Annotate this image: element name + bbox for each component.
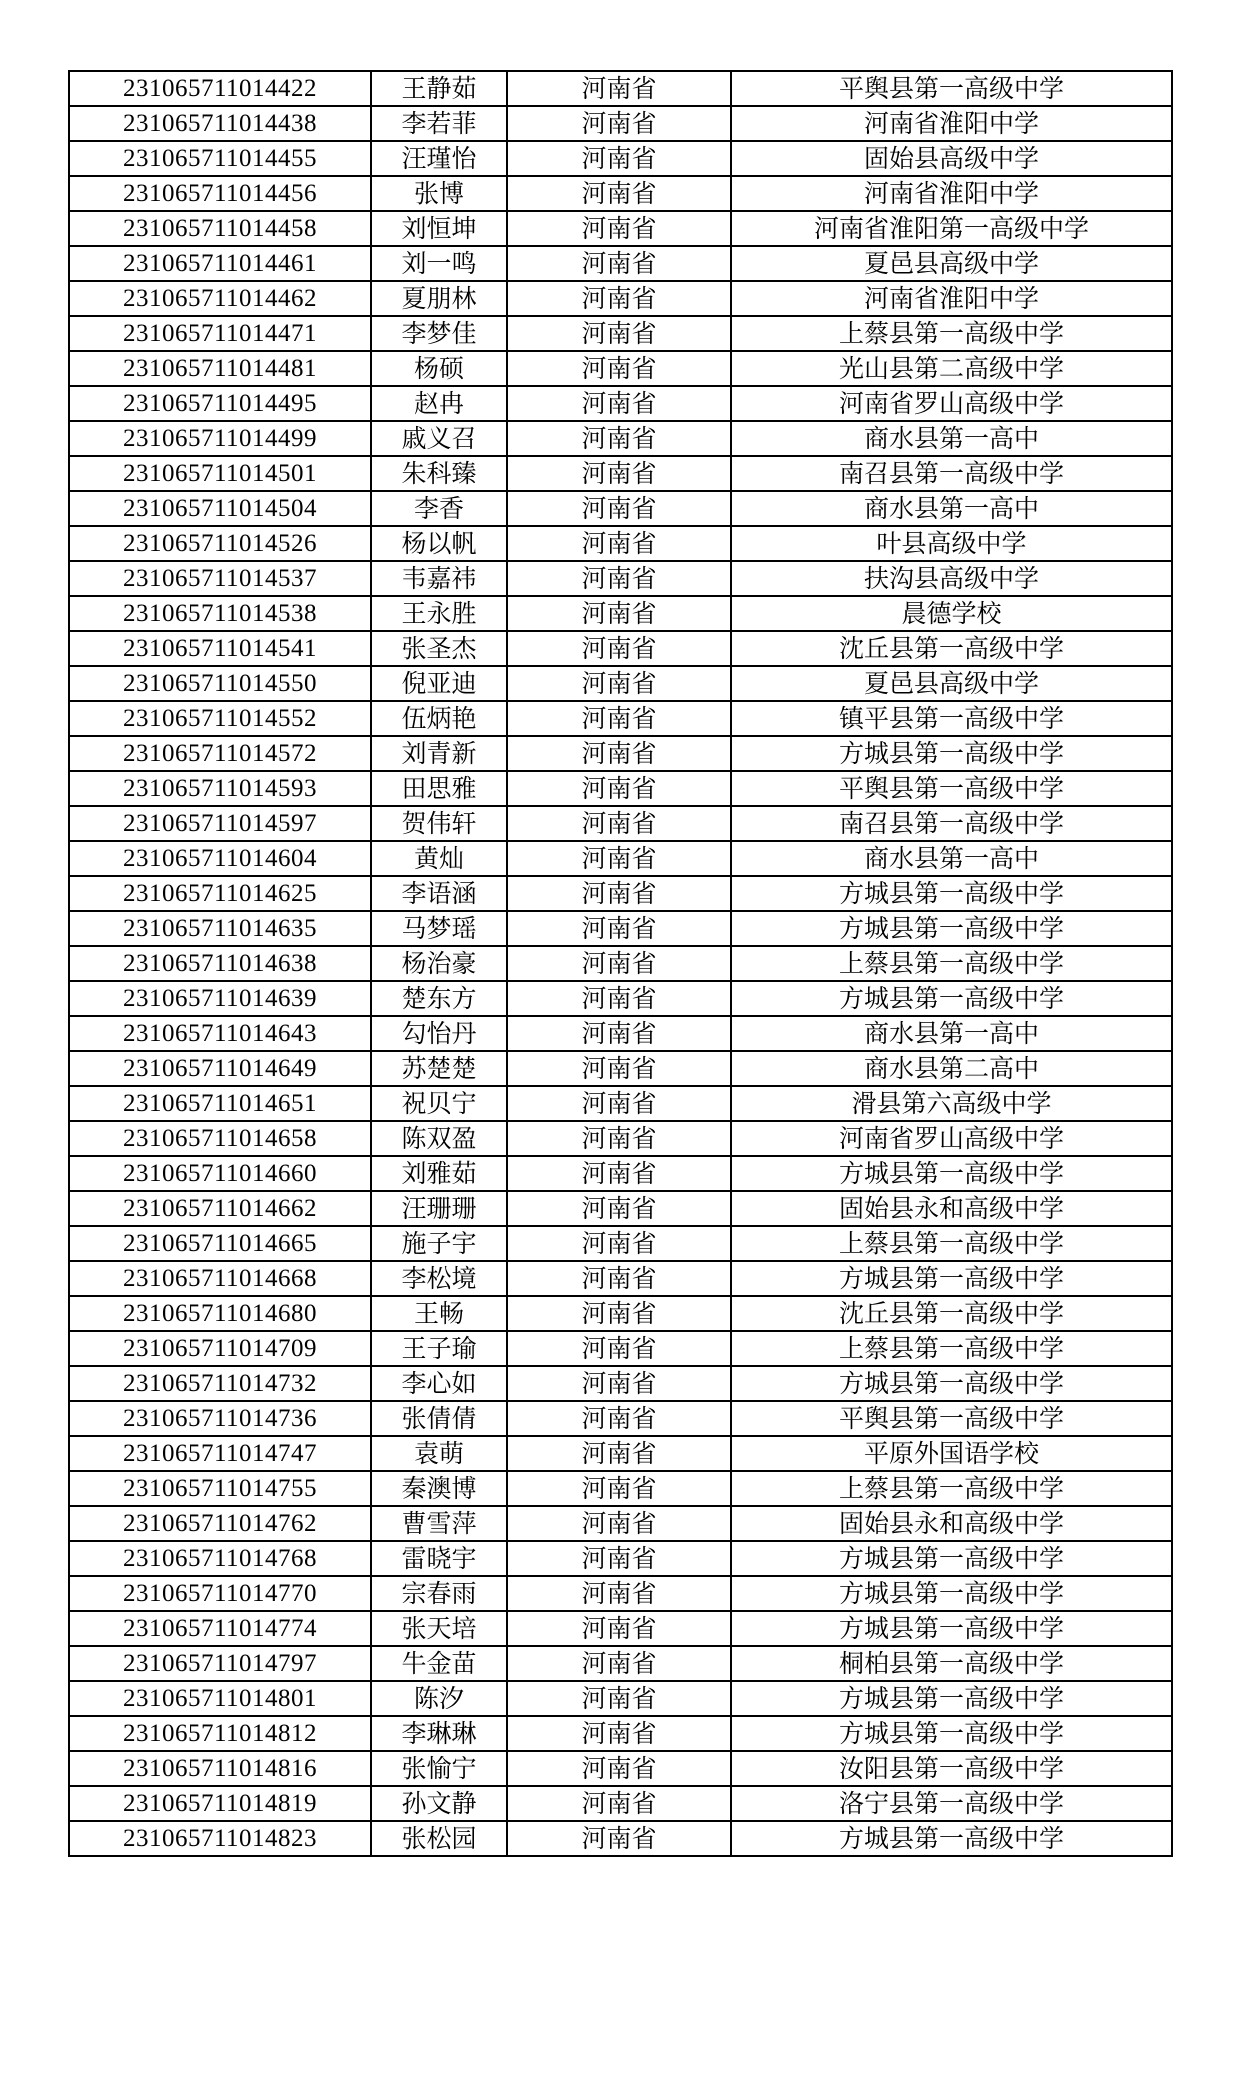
school-cell: 上蔡县第一高级中学	[731, 1331, 1172, 1366]
school-cell: 方城县第一高级中学	[731, 1261, 1172, 1296]
table-row	[69, 841, 1172, 876]
school-cell: 南召县第一高级中学	[731, 806, 1172, 841]
student-name-cell: 宗春雨	[371, 1576, 507, 1611]
table-row	[69, 1751, 1172, 1786]
province-cell: 河南省	[507, 351, 731, 386]
school-cell: 河南省罗山高级中学	[731, 386, 1172, 421]
school-cell: 商水县第一高中	[731, 491, 1172, 526]
school-cell: 光山县第二高级中学	[731, 351, 1172, 386]
school-cell: 商水县第二高中	[731, 1051, 1172, 1086]
table-row	[69, 1646, 1172, 1681]
table-row	[69, 596, 1172, 631]
table-row	[69, 141, 1172, 176]
candidate-id-cell: 231065711014625	[69, 876, 371, 911]
document-page	[68, 70, 1171, 1857]
province-cell: 河南省	[507, 1506, 731, 1541]
student-name-cell: 勾怡丹	[371, 1016, 507, 1051]
candidate-id-cell: 231065711014597	[69, 806, 371, 841]
province-cell: 河南省	[507, 1331, 731, 1366]
candidate-id-cell: 231065711014658	[69, 1121, 371, 1156]
table-row	[69, 981, 1172, 1016]
school-cell: 滑县第六高级中学	[731, 1086, 1172, 1121]
school-cell: 上蔡县第一高级中学	[731, 1471, 1172, 1506]
school-cell: 方城县第一高级中学	[731, 911, 1172, 946]
candidate-id-cell: 231065711014541	[69, 631, 371, 666]
school-cell: 固始县永和高级中学	[731, 1506, 1172, 1541]
table-row	[69, 1611, 1172, 1646]
province-cell: 河南省	[507, 596, 731, 631]
school-cell: 夏邑县高级中学	[731, 246, 1172, 281]
candidate-id-cell: 231065711014481	[69, 351, 371, 386]
student-name-cell: 张博	[371, 176, 507, 211]
candidate-id-cell: 231065711014638	[69, 946, 371, 981]
student-name-cell: 施子宇	[371, 1226, 507, 1261]
school-cell: 方城县第一高级中学	[731, 1576, 1172, 1611]
candidate-id-cell: 231065711014649	[69, 1051, 371, 1086]
province-cell: 河南省	[507, 1191, 731, 1226]
school-cell: 商水县第一高中	[731, 1016, 1172, 1051]
school-cell: 固始县高级中学	[731, 141, 1172, 176]
student-name-cell: 秦澳博	[371, 1471, 507, 1506]
school-cell: 方城县第一高级中学	[731, 981, 1172, 1016]
table-row	[69, 456, 1172, 491]
student-name-cell: 黄灿	[371, 841, 507, 876]
table-row	[69, 1716, 1172, 1751]
candidate-id-cell: 231065711014538	[69, 596, 371, 631]
province-cell: 河南省	[507, 526, 731, 561]
school-cell: 平原外国语学校	[731, 1436, 1172, 1471]
table-row	[69, 316, 1172, 351]
province-cell: 河南省	[507, 1751, 731, 1786]
school-cell: 沈丘县第一高级中学	[731, 1296, 1172, 1331]
candidate-id-cell: 231065711014812	[69, 1716, 371, 1751]
table-row	[69, 1016, 1172, 1051]
student-name-cell: 张倩倩	[371, 1401, 507, 1436]
candidate-id-cell: 231065711014499	[69, 421, 371, 456]
student-name-cell: 张圣杰	[371, 631, 507, 666]
student-name-cell: 杨以帆	[371, 526, 507, 561]
student-name-cell: 李松境	[371, 1261, 507, 1296]
table-row	[69, 176, 1172, 211]
student-name-cell: 张松园	[371, 1821, 507, 1856]
student-name-cell: 贺伟轩	[371, 806, 507, 841]
table-row	[69, 701, 1172, 736]
province-cell: 河南省	[507, 1821, 731, 1856]
candidate-id-cell: 231065711014593	[69, 771, 371, 806]
school-cell: 方城县第一高级中学	[731, 1821, 1172, 1856]
province-cell: 河南省	[507, 1261, 731, 1296]
student-name-cell: 刘雅茹	[371, 1156, 507, 1191]
student-name-cell: 李若菲	[371, 106, 507, 141]
province-cell: 河南省	[507, 1646, 731, 1681]
table-row	[69, 736, 1172, 771]
school-cell: 方城县第一高级中学	[731, 1156, 1172, 1191]
student-name-cell: 马梦瑶	[371, 911, 507, 946]
candidate-id-cell: 231065711014732	[69, 1366, 371, 1401]
school-cell: 方城县第一高级中学	[731, 1716, 1172, 1751]
province-cell: 河南省	[507, 456, 731, 491]
province-cell: 河南省	[507, 806, 731, 841]
candidate-id-cell: 231065711014774	[69, 1611, 371, 1646]
table-row	[69, 1681, 1172, 1716]
candidate-id-cell: 231065711014438	[69, 106, 371, 141]
student-name-cell: 袁萌	[371, 1436, 507, 1471]
candidate-id-cell: 231065711014680	[69, 1296, 371, 1331]
table-row	[69, 1786, 1172, 1821]
table-row	[69, 246, 1172, 281]
school-cell: 河南省淮阳第一高级中学	[731, 211, 1172, 246]
table-row	[69, 106, 1172, 141]
table-row	[69, 1436, 1172, 1471]
school-cell: 平舆县第一高级中学	[731, 771, 1172, 806]
province-cell: 河南省	[507, 946, 731, 981]
school-cell: 河南省罗山高级中学	[731, 1121, 1172, 1156]
candidate-id-cell: 231065711014797	[69, 1646, 371, 1681]
table-row	[69, 911, 1172, 946]
student-name-cell: 田思雅	[371, 771, 507, 806]
province-cell: 河南省	[507, 281, 731, 316]
student-name-cell: 苏楚楚	[371, 1051, 507, 1086]
province-cell: 河南省	[507, 1716, 731, 1751]
student-name-cell: 楚东方	[371, 981, 507, 1016]
province-cell: 河南省	[507, 1051, 731, 1086]
table-row	[69, 421, 1172, 456]
province-cell: 河南省	[507, 771, 731, 806]
school-cell: 固始县永和高级中学	[731, 1191, 1172, 1226]
table-row	[69, 1576, 1172, 1611]
school-cell: 河南省淮阳中学	[731, 106, 1172, 141]
school-cell: 晨德学校	[731, 596, 1172, 631]
student-name-cell: 陈双盈	[371, 1121, 507, 1156]
student-name-cell: 倪亚迪	[371, 666, 507, 701]
candidate-id-cell: 231065711014660	[69, 1156, 371, 1191]
candidate-id-cell: 231065711014823	[69, 1821, 371, 1856]
province-cell: 河南省	[507, 316, 731, 351]
candidate-id-cell: 231065711014635	[69, 911, 371, 946]
school-cell: 上蔡县第一高级中学	[731, 946, 1172, 981]
province-cell: 河南省	[507, 1576, 731, 1611]
student-name-cell: 刘恒坤	[371, 211, 507, 246]
candidate-id-cell: 231065711014816	[69, 1751, 371, 1786]
school-cell: 商水县第一高中	[731, 421, 1172, 456]
table-row	[69, 1051, 1172, 1086]
candidate-id-cell: 231065711014526	[69, 526, 371, 561]
province-cell: 河南省	[507, 911, 731, 946]
province-cell: 河南省	[507, 631, 731, 666]
province-cell: 河南省	[507, 1471, 731, 1506]
student-name-cell: 戚义召	[371, 421, 507, 456]
province-cell: 河南省	[507, 386, 731, 421]
province-cell: 河南省	[507, 1436, 731, 1471]
table-row	[69, 491, 1172, 526]
table-row	[69, 1191, 1172, 1226]
student-name-cell: 雷晓宇	[371, 1541, 507, 1576]
candidate-id-cell: 231065711014747	[69, 1436, 371, 1471]
school-cell: 镇平县第一高级中学	[731, 701, 1172, 736]
table-row	[69, 281, 1172, 316]
table-row	[69, 561, 1172, 596]
student-name-cell: 曹雪萍	[371, 1506, 507, 1541]
school-cell: 平舆县第一高级中学	[731, 71, 1172, 106]
province-cell: 河南省	[507, 106, 731, 141]
candidate-id-cell: 231065711014458	[69, 211, 371, 246]
student-name-cell: 汪瑾怡	[371, 141, 507, 176]
candidate-id-cell: 231065711014537	[69, 561, 371, 596]
student-name-cell: 王永胜	[371, 596, 507, 631]
province-cell: 河南省	[507, 666, 731, 701]
student-name-cell: 李香	[371, 491, 507, 526]
student-name-cell: 杨硕	[371, 351, 507, 386]
student-name-cell: 李心如	[371, 1366, 507, 1401]
student-name-cell: 汪珊珊	[371, 1191, 507, 1226]
candidate-id-cell: 231065711014572	[69, 736, 371, 771]
candidate-id-cell: 231065711014709	[69, 1331, 371, 1366]
candidate-id-cell: 231065711014456	[69, 176, 371, 211]
province-cell: 河南省	[507, 491, 731, 526]
province-cell: 河南省	[507, 1121, 731, 1156]
candidate-id-cell: 231065711014755	[69, 1471, 371, 1506]
province-cell: 河南省	[507, 1366, 731, 1401]
candidate-id-cell: 231065711014504	[69, 491, 371, 526]
province-cell: 河南省	[507, 736, 731, 771]
school-cell: 商水县第一高中	[731, 841, 1172, 876]
province-cell: 河南省	[507, 1541, 731, 1576]
candidate-id-cell: 231065711014495	[69, 386, 371, 421]
province-cell: 河南省	[507, 246, 731, 281]
candidate-id-cell: 231065711014662	[69, 1191, 371, 1226]
student-name-cell: 祝贝宁	[371, 1086, 507, 1121]
province-cell: 河南省	[507, 1226, 731, 1261]
school-cell: 方城县第一高级中学	[731, 1611, 1172, 1646]
table-row	[69, 1331, 1172, 1366]
school-cell: 沈丘县第一高级中学	[731, 631, 1172, 666]
student-name-cell: 赵冉	[371, 386, 507, 421]
table-row	[69, 1226, 1172, 1261]
student-name-cell: 王静茹	[371, 71, 507, 106]
candidate-id-cell: 231065711014819	[69, 1786, 371, 1821]
school-cell: 河南省淮阳中学	[731, 281, 1172, 316]
candidate-id-cell: 231065711014801	[69, 1681, 371, 1716]
province-cell: 河南省	[507, 141, 731, 176]
candidate-id-cell: 231065711014639	[69, 981, 371, 1016]
candidate-id-cell: 231065711014665	[69, 1226, 371, 1261]
student-name-cell: 朱科臻	[371, 456, 507, 491]
table-row	[69, 666, 1172, 701]
table-row	[69, 1506, 1172, 1541]
table-row	[69, 351, 1172, 386]
student-name-cell: 杨治豪	[371, 946, 507, 981]
student-name-cell: 刘一鸣	[371, 246, 507, 281]
student-name-cell: 李语涵	[371, 876, 507, 911]
candidate-id-cell: 231065711014604	[69, 841, 371, 876]
province-cell: 河南省	[507, 176, 731, 211]
school-cell: 平舆县第一高级中学	[731, 1401, 1172, 1436]
table-row	[69, 1821, 1172, 1856]
candidate-id-cell: 231065711014422	[69, 71, 371, 106]
candidate-id-cell: 231065711014462	[69, 281, 371, 316]
school-cell: 桐柏县第一高级中学	[731, 1646, 1172, 1681]
table-row	[69, 1401, 1172, 1436]
table-row	[69, 1471, 1172, 1506]
candidate-id-cell: 231065711014668	[69, 1261, 371, 1296]
table-row	[69, 1121, 1172, 1156]
candidate-id-cell: 231065711014770	[69, 1576, 371, 1611]
school-cell: 方城县第一高级中学	[731, 876, 1172, 911]
candidate-id-cell: 231065711014643	[69, 1016, 371, 1051]
student-name-cell: 刘青新	[371, 736, 507, 771]
school-cell: 方城县第一高级中学	[731, 1681, 1172, 1716]
candidate-id-cell: 231065711014768	[69, 1541, 371, 1576]
province-cell: 河南省	[507, 1296, 731, 1331]
candidate-id-cell: 231065711014471	[69, 316, 371, 351]
school-cell: 方城县第一高级中学	[731, 1366, 1172, 1401]
province-cell: 河南省	[507, 71, 731, 106]
table-row	[69, 211, 1172, 246]
province-cell: 河南省	[507, 981, 731, 1016]
province-cell: 河南省	[507, 1156, 731, 1191]
student-name-cell: 夏朋林	[371, 281, 507, 316]
province-cell: 河南省	[507, 701, 731, 736]
province-cell: 河南省	[507, 1786, 731, 1821]
school-cell: 河南省淮阳中学	[731, 176, 1172, 211]
table-row	[69, 386, 1172, 421]
province-cell: 河南省	[507, 1611, 731, 1646]
school-cell: 方城县第一高级中学	[731, 736, 1172, 771]
table-row	[69, 1296, 1172, 1331]
province-cell: 河南省	[507, 841, 731, 876]
candidate-id-cell: 231065711014651	[69, 1086, 371, 1121]
student-name-cell: 张天培	[371, 1611, 507, 1646]
student-name-cell: 王畅	[371, 1296, 507, 1331]
province-cell: 河南省	[507, 1401, 731, 1436]
candidate-id-cell: 231065711014552	[69, 701, 371, 736]
school-cell: 南召县第一高级中学	[731, 456, 1172, 491]
table-row	[69, 526, 1172, 561]
student-name-cell: 孙文静	[371, 1786, 507, 1821]
province-cell: 河南省	[507, 421, 731, 456]
table-row	[69, 1086, 1172, 1121]
province-cell: 河南省	[507, 876, 731, 911]
school-cell: 汝阳县第一高级中学	[731, 1751, 1172, 1786]
candidate-id-cell: 231065711014762	[69, 1506, 371, 1541]
student-name-cell: 陈汐	[371, 1681, 507, 1716]
table-row	[69, 631, 1172, 666]
roster-body	[69, 71, 1172, 1856]
student-name-cell: 韦嘉祎	[371, 561, 507, 596]
student-name-cell: 李梦佳	[371, 316, 507, 351]
student-name-cell: 伍炳艳	[371, 701, 507, 736]
candidate-id-cell: 231065711014455	[69, 141, 371, 176]
school-cell: 方城县第一高级中学	[731, 1541, 1172, 1576]
province-cell: 河南省	[507, 1016, 731, 1051]
school-cell: 上蔡县第一高级中学	[731, 1226, 1172, 1261]
table-row	[69, 1156, 1172, 1191]
school-cell: 叶县高级中学	[731, 526, 1172, 561]
school-cell: 洛宁县第一高级中学	[731, 1786, 1172, 1821]
table-row	[69, 1261, 1172, 1296]
school-cell: 夏邑县高级中学	[731, 666, 1172, 701]
candidate-id-cell: 231065711014501	[69, 456, 371, 491]
candidate-id-cell: 231065711014736	[69, 1401, 371, 1436]
province-cell: 河南省	[507, 561, 731, 596]
table-row	[69, 71, 1172, 106]
candidate-id-cell: 231065711014550	[69, 666, 371, 701]
student-name-cell: 李琳琳	[371, 1716, 507, 1751]
table-row	[69, 876, 1172, 911]
table-row	[69, 946, 1172, 981]
student-name-cell: 牛金苗	[371, 1646, 507, 1681]
student-name-cell: 王子瑜	[371, 1331, 507, 1366]
province-cell: 河南省	[507, 1681, 731, 1716]
table-row	[69, 806, 1172, 841]
table-row	[69, 1541, 1172, 1576]
table-row	[69, 771, 1172, 806]
candidate-id-cell: 231065711014461	[69, 246, 371, 281]
school-cell: 扶沟县高级中学	[731, 561, 1172, 596]
student-name-cell: 张愉宁	[371, 1751, 507, 1786]
table-row	[69, 1366, 1172, 1401]
roster-table	[68, 70, 1173, 1857]
province-cell: 河南省	[507, 1086, 731, 1121]
school-cell: 上蔡县第一高级中学	[731, 316, 1172, 351]
province-cell: 河南省	[507, 211, 731, 246]
